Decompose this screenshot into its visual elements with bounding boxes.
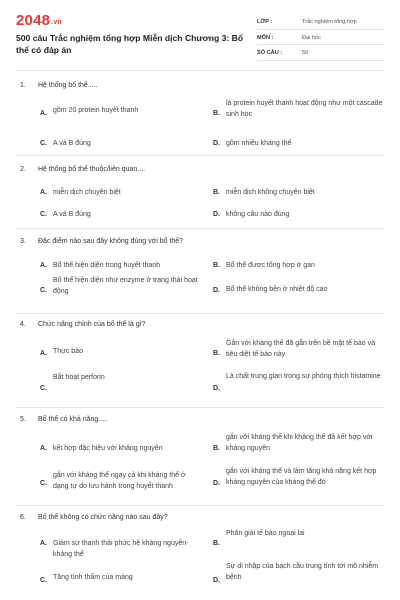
option-text: miễn dịch không chuyên biệt [226, 189, 315, 196]
option-letter: C. [40, 480, 47, 487]
question-divider [16, 407, 384, 408]
option-letter: C. [40, 287, 47, 294]
option-letter: A. [40, 110, 47, 117]
question-divider [16, 313, 384, 314]
document-header [16, 12, 384, 64]
option-letter: D. [213, 140, 220, 147]
option-text: gắn với kháng thể khi kháng thể đã kết hợp với kháng nguyên [226, 434, 373, 452]
meta-row-count [257, 45, 384, 61]
question-number: 4. [20, 321, 26, 328]
question-text [20, 238, 183, 245]
option-letter: C. [40, 140, 47, 147]
meta-value: 50 [302, 50, 309, 56]
option-text: Thực bào [53, 348, 83, 355]
meta-info [257, 14, 384, 61]
option-letter: A. [40, 350, 47, 357]
meta-label: SỐ CÂU : [257, 50, 283, 56]
meta-label: LỚP : [257, 19, 273, 25]
option-letter: B. [213, 445, 220, 452]
option-text: Bổ thể hiện diện như enzyme ở trạng thái hoạt động [53, 277, 198, 295]
option-letter: B. [213, 189, 220, 196]
option-letter: B. [213, 540, 220, 547]
option-text: Bổ thể được tổng hợp ở gan [226, 262, 315, 269]
option-letter: B. [213, 110, 220, 117]
question-divider [16, 228, 384, 229]
option-letter: C. [40, 577, 47, 584]
site-logo[interactable]: 2048.vn [16, 12, 62, 29]
question-text [20, 514, 168, 521]
option-letter: D. [213, 287, 220, 294]
option-text: Bắt hoạt perforin [53, 374, 105, 381]
question-divider [16, 155, 384, 156]
option-text: Là chất trung gian trong sự phóng thích histamine [226, 373, 381, 380]
option-text: không câu nào đúng [226, 211, 290, 218]
question-number: 3. [20, 238, 26, 245]
question-number: 1. [20, 82, 26, 89]
question-text [20, 416, 108, 423]
question-prompt: Hệ thống bổ thể..... [38, 82, 98, 89]
question-number: 2. [20, 166, 26, 173]
option-letter: D. [213, 385, 220, 392]
option-text: Bổ thể không bền ở nhiệt độ cao [226, 286, 328, 293]
option-text: kết hợp đặc hiệu với kháng nguyên [53, 445, 163, 452]
question-number: 5. [20, 416, 26, 423]
option-text: A và B đúng [53, 140, 91, 147]
meta-value: Đại học [302, 34, 321, 41]
option-text: Tăng tính thấm của màng [53, 574, 133, 581]
option-text: gắn với kháng thể và làm tăng khả năng kết hợp kháng nguyên của kháng thể đó [226, 468, 377, 486]
document-title: 500 câu Trắc nghiệm tổng hợp Miễn dịch Chương 3: Bổ thể có đáp án [16, 33, 244, 55]
question-text [20, 166, 145, 173]
option-text: Phân giải tế bào ngoại lai [226, 530, 305, 537]
option-letter: D. [213, 480, 220, 487]
meta-label: MÔN : [257, 34, 274, 41]
option-text: Giảm sự thanh thải phức hệ kháng nguyên-kháng thể [53, 540, 189, 558]
option-letter: A. [40, 262, 47, 269]
question-text [20, 82, 98, 89]
question-divider [16, 70, 384, 71]
option-letter: C. [40, 385, 47, 392]
option-text: miễn dịch chuyên biệt [53, 189, 121, 196]
question-prompt: Hệ thống bổ thể thuộc/liên quan.... [38, 166, 146, 173]
question-divider [16, 505, 384, 506]
option-text: A và B đúng [53, 211, 91, 218]
question-number: 6. [20, 514, 26, 521]
meta-value: Trắc nghiệm tổng hợp [302, 19, 357, 25]
option-letter: A. [40, 445, 47, 452]
meta-row-class [257, 14, 384, 30]
option-text: Bổ thể hiện diện trong huyết thanh [53, 262, 161, 269]
question-prompt: Đặc điểm nào sau đây không đúng với bổ thể? [38, 238, 184, 245]
question-prompt: Bổ thể có khả năng..... [38, 416, 109, 423]
question-prompt: Chức năng chính của bổ thể là gì? [38, 321, 146, 328]
option-text: gồm 20 protein huyết thanh [53, 107, 139, 114]
option-letter: B. [213, 262, 220, 269]
option-letter: A. [40, 540, 47, 547]
option-letter: D. [213, 577, 220, 584]
meta-row-subject [257, 30, 384, 46]
option-letter: B. [213, 350, 220, 357]
option-text: gắn với kháng thể ngay cả khi kháng thể ở dạng tự do lưu hành trong huyết thanh [53, 472, 186, 490]
question-prompt: Bổ thể không có chức năng nào sau đây? [38, 514, 168, 521]
option-text: là protein huyết thanh hoạt động như một cascade sinh học [226, 100, 383, 118]
question-text [20, 321, 145, 328]
option-text: Gắn với kháng thể đã gắn trên bề mặt tế bào và tiêu diệt tế bào này [226, 340, 375, 358]
option-letter: D. [213, 211, 220, 218]
option-letter: C. [40, 211, 47, 218]
option-text: gồm nhiều kháng thể [226, 140, 292, 147]
option-letter: A. [40, 189, 47, 196]
option-text: Sự di nhập của bạch cầu trung tính tới mô nhiễm bệnh [226, 563, 379, 581]
